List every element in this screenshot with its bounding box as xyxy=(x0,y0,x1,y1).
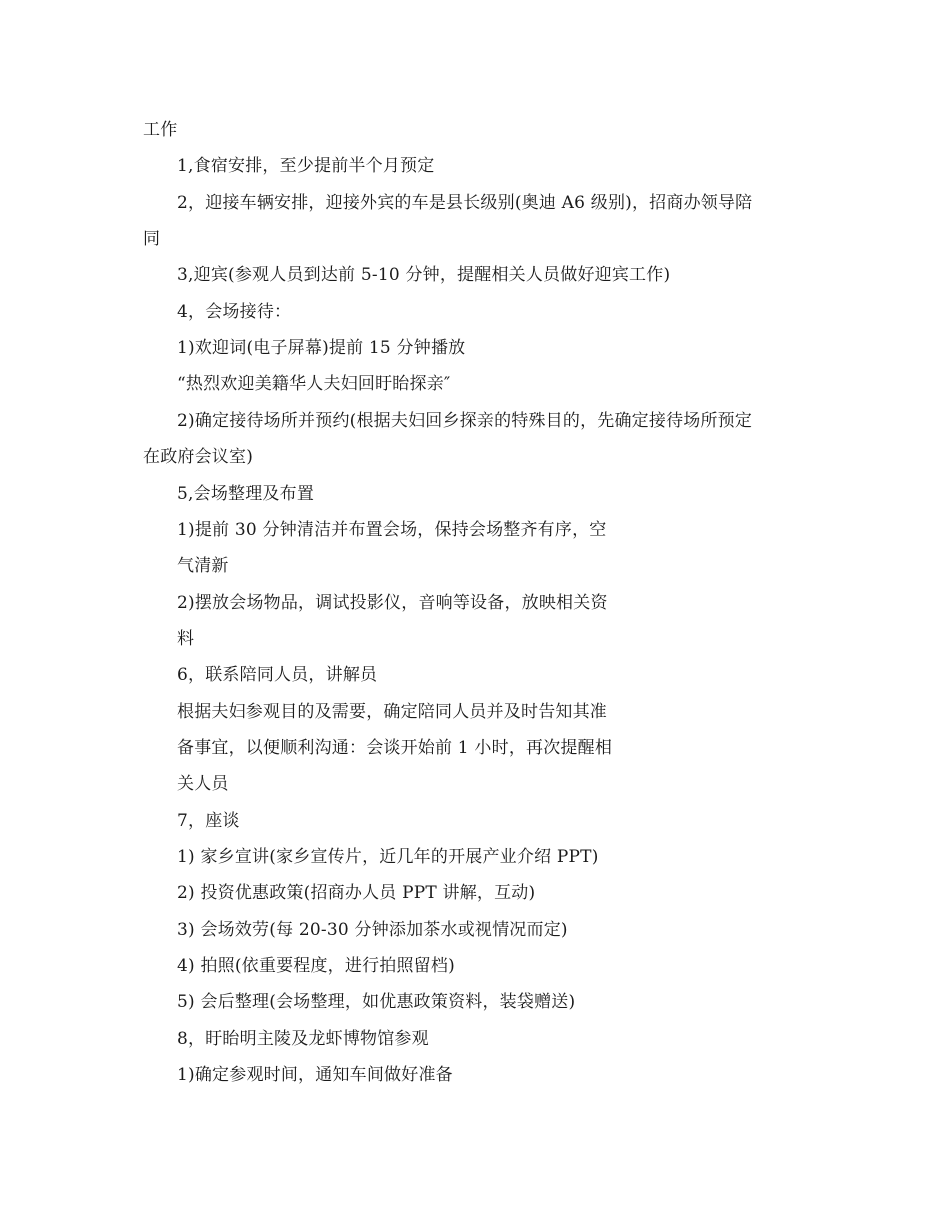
text-line: 在政府会议室) xyxy=(143,447,254,467)
text-line: 2)确定接待场所并预约(根据夫妇回乡探亲的特殊目的，先确定接待场所预定 xyxy=(177,411,753,431)
text-line: 1)欢迎词(电子屏幕)提前 15 分钟播放 xyxy=(177,338,466,358)
text-line: 3,迎宾(参观人员到达前 5-10 分钟，提醒相关人员做好迎宾工作) xyxy=(177,265,671,285)
text-line: 同 xyxy=(143,229,161,249)
text-line: 1) 家乡宣讲(家乡宣传片，近几年的开展产业介绍 PPT) xyxy=(177,847,599,867)
text-line: 关人员 xyxy=(177,774,229,794)
text-line: 4) 拍照(依重要程度，进行拍照留档) xyxy=(177,956,455,976)
text-line: 5) 会后整理(会场整理，如优惠政策资料，装袋赠送) xyxy=(177,992,576,1012)
text-line: 备事宜，以便顺利沟通：会谈开始前 1 小时，再次提醒相 xyxy=(177,738,613,758)
text-line: 5,会场整理及布置 xyxy=(177,484,315,504)
text-line: 4，会场接待： xyxy=(177,302,292,322)
text-line: 8，盱眙明主陵及龙虾博物馆参观 xyxy=(177,1029,429,1049)
text-line: 料 xyxy=(177,629,195,649)
text-line: 2，迎接车辆安排，迎接外宾的车是县长级别(奥迪 A6 级别)，招商办领导陪 xyxy=(177,193,753,213)
text-line: 6，联系陪同人员，讲解员 xyxy=(177,665,378,685)
text-line: 气清新 xyxy=(177,556,229,576)
text-line: 7，座谈 xyxy=(177,811,240,831)
text-line: 1,食宿安排，至少提前半个月预定 xyxy=(177,156,435,176)
text-line: 1)确定参观时间，通知车间做好准备 xyxy=(177,1065,453,1085)
text-line: 2) 投资优惠政策(招商办人员 PPT 讲解，互动) xyxy=(177,883,536,903)
text-line: “热烈欢迎美籍华人夫妇回盱眙探亲″ xyxy=(177,374,451,394)
text-line: 2)摆放会场物品，调试投影仪，音响等设备，放映相关资 xyxy=(177,593,608,613)
text-line: 根据夫妇参观目的及需要，确定陪同人员并及时告知其准 xyxy=(177,702,607,722)
text-line: 工作 xyxy=(143,120,178,140)
text-line: 3) 会场效劳(每 20-30 分钟添加茶水或视情况而定) xyxy=(177,920,568,940)
text-line: 1)提前 30 分钟清洁并布置会场，保持会场整齐有序，空 xyxy=(177,520,607,540)
